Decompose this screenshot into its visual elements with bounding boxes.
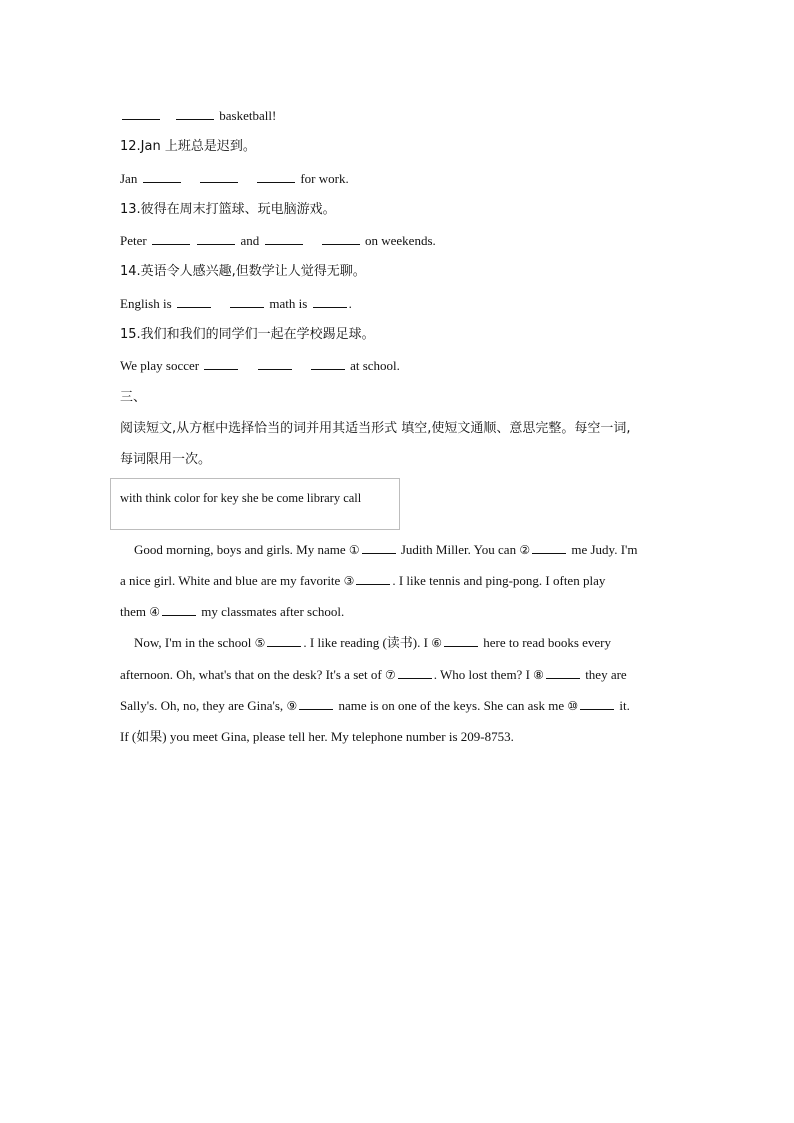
passage-blank[interactable] (546, 677, 580, 679)
answer-blank[interactable] (204, 368, 238, 370)
blank-number: ⑨ (286, 699, 298, 714)
answer-blank[interactable] (197, 243, 235, 245)
q15-answer-line (120, 350, 680, 381)
passage-blank[interactable] (299, 708, 333, 710)
passage-text: my classmates after school. (198, 604, 345, 620)
q12-end: for work. (300, 170, 349, 186)
q12-prompt: 12.Jan 上班总是迟到。 (120, 139, 256, 155)
q13-end: on weekends. (365, 233, 436, 249)
answer-blank[interactable] (143, 181, 181, 183)
blank-number: ① (348, 542, 360, 557)
passage-line (120, 721, 680, 752)
section-instruction: 阅读短文,从方框中选择恰当的词并用其适当形式 填空,使短文通顺、意思完整。每空一词, (120, 420, 631, 436)
blank-number: ⑥ (431, 636, 442, 651)
passage-text: . I like reading (读书). I (303, 635, 432, 651)
passage-text: . I like tennis and ping-pong. I often play (392, 572, 606, 588)
passage-text: Good morning, boys and girls. My name (134, 541, 349, 557)
passage-text: Sally's. Oh, no, they are Gina's, (120, 698, 287, 714)
passage-blank[interactable] (444, 645, 478, 647)
answer-blank[interactable] (258, 368, 292, 370)
passage-blank[interactable] (398, 677, 432, 679)
q14-prompt: 14.英语令人感兴趣,但数学让人觉得无聊。 (120, 264, 366, 280)
q15-prompt: 15.我们和我们的同学们一起在学校踢足球。 (120, 327, 375, 343)
q13-mid: and (240, 233, 260, 249)
answer-blank[interactable] (322, 243, 360, 245)
word-bank-box (110, 478, 400, 530)
q15-end: at school. (350, 358, 400, 374)
passage-text: Judith Miller. You can (397, 541, 520, 557)
blank-number: ⑩ (567, 699, 579, 714)
passage-line (120, 659, 680, 690)
answer-blank[interactable] (257, 181, 295, 183)
passage-text: name is on one of the keys. She can ask me (335, 698, 568, 714)
answer-blank[interactable] (313, 306, 347, 308)
passage-blank[interactable] (162, 614, 196, 616)
answer-blank[interactable] (311, 368, 345, 370)
passage-text: . Who lost them? I (433, 666, 534, 682)
blank-number: ⑤ (254, 636, 266, 651)
blank-number: ④ (149, 605, 161, 620)
passage-text: If (如果) you meet Gina, please tell her. My telephone number is 209-8753. (120, 729, 514, 745)
answer-blank[interactable] (122, 118, 160, 120)
q14-mid: math is (269, 295, 308, 311)
blank-number: ⑧ (533, 667, 544, 682)
passage-text: a nice girl. White and blue are my favorite (120, 572, 344, 588)
blank-number: ③ (343, 573, 355, 588)
passage-line (120, 690, 680, 721)
q13-answer-line (120, 225, 680, 256)
q13-prompt: 13.彼得在周末打篮球、玩电脑游戏。 (120, 201, 336, 217)
answer-blank[interactable] (200, 181, 238, 183)
q11-tail: basketball! (219, 108, 277, 123)
q15-start: We play soccer (120, 358, 200, 374)
passage-text: me Judy. I'm (568, 541, 638, 557)
worksheet-page (120, 100, 680, 753)
passage-line (120, 596, 680, 627)
passage-blank[interactable] (532, 552, 566, 554)
passage-line (120, 534, 680, 565)
passage-text: afternoon. Oh, what's that on the desk? It's a set of (120, 666, 385, 682)
answer-blank[interactable] (176, 118, 214, 120)
passage-text: Now, I'm in the school (134, 635, 255, 651)
passage-text: here to read books every (479, 635, 612, 651)
passage-blank[interactable] (356, 583, 390, 585)
q12-start: Jan (120, 170, 138, 186)
section-instruction-cont: 每词限用一次。 (120, 452, 212, 468)
q14-end: . (348, 295, 352, 311)
passage-text: it. (616, 698, 630, 714)
answer-blank[interactable] (152, 243, 190, 245)
blank-number: ⑦ (384, 667, 396, 682)
answer-blank[interactable] (177, 306, 211, 308)
passage-text: them (120, 604, 150, 620)
blank-number: ② (519, 542, 531, 557)
passage-blank[interactable] (580, 708, 614, 710)
section-heading: 三、 (120, 389, 147, 405)
q14-answer-line (120, 288, 680, 319)
answer-blank[interactable] (265, 243, 303, 245)
passage-blank[interactable] (362, 552, 396, 554)
passage-line (120, 627, 680, 658)
passage-text: they are (581, 666, 627, 682)
answer-blank[interactable] (230, 306, 264, 308)
passage-line (120, 565, 680, 596)
passage-blank[interactable] (267, 645, 301, 647)
q14-start: English is (120, 295, 172, 311)
word-bank-text: with think color for key she be come library call (120, 490, 362, 505)
q12-answer-line (120, 163, 680, 194)
q13-start: Peter (120, 233, 147, 249)
q11-answer-line (120, 100, 680, 131)
